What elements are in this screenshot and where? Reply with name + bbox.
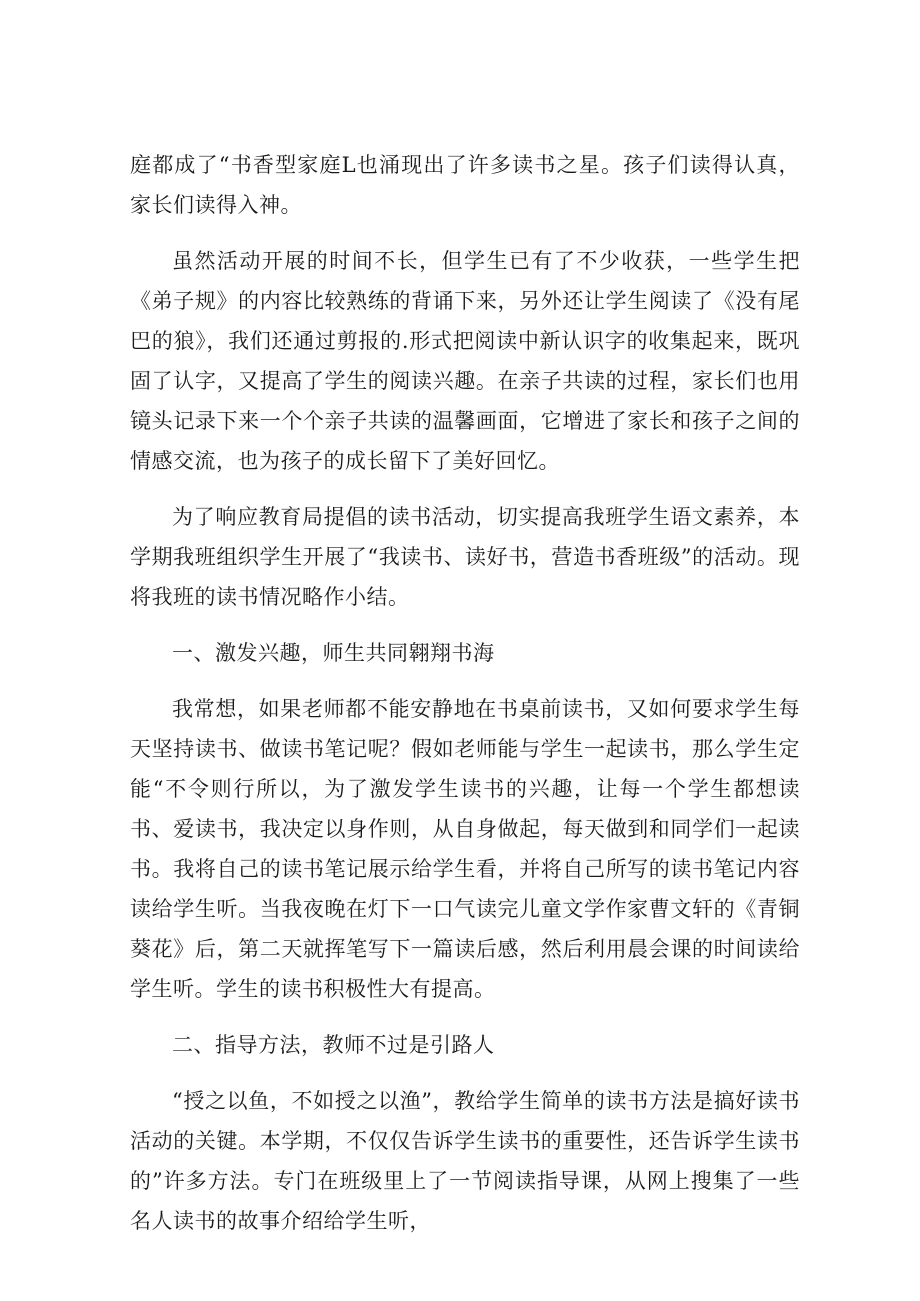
paragraph-introduction: 为了响应教育局提倡的读书活动，切实提高我班学生语文素养，本学期我班组织学生开展了“我读书、读好书，营造书香班级”的活动。现将我班的读书情况略作小结。 (130, 505, 800, 609)
paragraph-section-2: “授之以鱼，不如授之以渔”，教给学生简单的读书方法是搞好读书活动的关键。本学期，不仅仅告诉学生读书的重要性，还告诉学生读书的”许多方法。专门在班级里上了一节阅读指导课，从网上搜集了一些名人读书的故事介绍给学生听， (130, 1089, 800, 1233)
document-body (130, 145, 800, 1257)
paragraph-section-1: 我常想，如果老师都不能安静地在书桌前读书，又如何要求学生每天坚持读书、做读书笔记呢？假如老师能与学生一起读书，那么学生定能“不令则行所以，为了激发学生读书的兴趣，让每一个学生都想读书、爱读书，我决定以身作则，从自身做起，每天做到和同学们一起读书。我将自己的读书笔记展示给学生看，并将自己所写的读书笔记内容读给学生听。当我夜晚在灯下一口气读完儿童文学作家曹文轩的《青铜葵花》后，第二天就挥笔写下一篇读后感，然后利用晨会课的时间读给学生听。学生的读书积极性大有提高。 (130, 697, 800, 1001)
paragraph-achievements: 虽然活动开展的时间不长，但学生已有了不少收获，一些学生把《弟子规》的内容比较熟练的背诵下来，另外还让学生阅读了《没有尾巴的狼》，我们还通过剪报的.形式把阅读中新认识字的收集起来，既巩固了认字，又提高了学生的阅读兴趣。在亲子共读的过程，家长们也用镜头记录下来一个个亲子共读的温馨画面，它增进了家长和孩子之间的情感交流，也为孩子的成长留下了美好回忆。 (130, 249, 800, 473)
section-heading-2: 二、指导方法，教师不过是引路人 (172, 1033, 495, 1057)
section-heading-1: 一、激发兴趣，师生共同翱翔书海 (172, 641, 495, 665)
paragraph-continuation: 庭都成了“书香型家庭L也涌现出了许多读书之星。孩子们读得认真，家长们读得入神。 (130, 153, 800, 217)
